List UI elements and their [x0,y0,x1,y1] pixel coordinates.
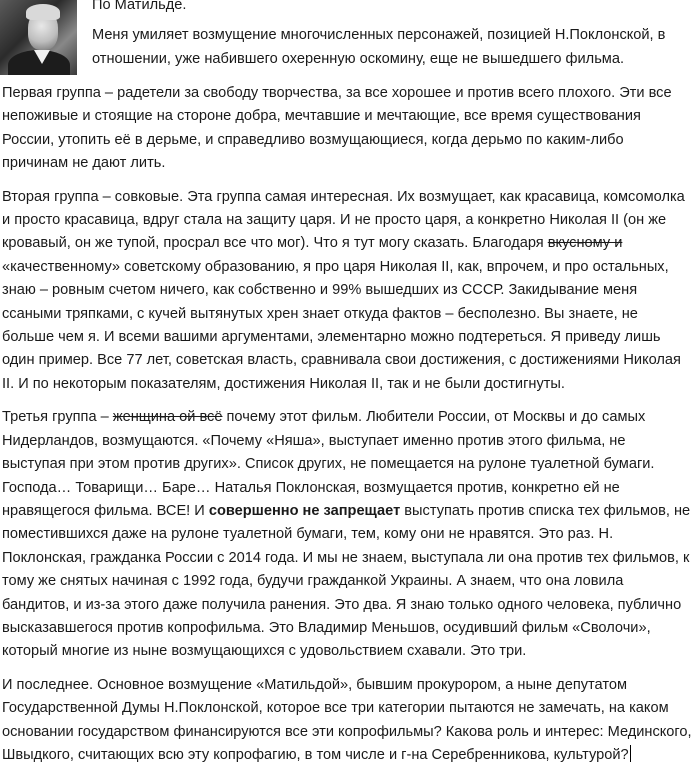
text-segment: «качественному» советскому образованию, я про царя Николая II, как, впрочем, и про остальных, знаю – ровным счетом ничего, как собственно и 99% вышедших из СССР. Закидывание меня ссаными тряпками, с кучей вытянутых хрен знает откуда фактов – бесполезно. Вы знаете, не больше чем я. И всеми вашими аргументами, элементарно можно подтереться. Я приведу лишь один пример. Все 77 лет, советская власть, сравнивала свои достижения, с достижениями Николая II. И по некоторым показателям, достижения Николая II, так и не были достигнуты. [2,258,681,392]
paragraph-second-group [2,186,692,397]
paragraph-conclusion [2,674,692,768]
post-body [2,82,692,777]
paragraph-first-group: Первая группа – радетели за свободу творчества, за все хорошее и против всего плохого. Эти все непоживые и стоящие на стороне добра, мечтавшие и мечтающие, все время существования России, утопить её в дерьме, и справедливо возмущающиеся, когда дерьмо по каким-либо причинам не дают лить. [2,85,672,172]
text-segment: выступать против списка тех фильмов, не поместившихся даже на рулоне туалетной бумаги, тем, кому они не нравятся. Это раз. Н. Поклонская, гражданка России с 2014 года. И мы не знаем, выступала ли она против тех фильмов, к тому же снятых начиная с 1992 года, будучи гражданкой Украины. А знаем, что она ловила бандитов, и из-за этого даже получила ранения. Это два. Я знаю только одного человека, публично высказавшегося против копрофильма. Это Владимир Меньшов, осудивший фильм «Сволочи», который многие из ныне возмущающихся с удовольствием схавали. Это три. [2,502,691,660]
author-photo [0,0,77,75]
text-segment: И последнее. Основное возмущение «Матильдой», бывшим прокурором, а ныне депутатом Государственной Думы Н.Поклонской, которое все три категории пытаются не замечать, на каком основании государством финансируются все эти копрофильмы? Какова роль и интерес: Мединского, Швыдкого, считающих всю эту копрофагию, в том числе и г-на Серебренникова, культурой? [2,676,692,763]
post-intro: Меня умиляет возмущение многочисленных персонажей, позицией Н.Поклонской, в отношении, уже набившего охеренную оскомину, еще не вышедшего фильма. [92,27,666,67]
paragraph-third-group [2,406,692,663]
text-segment: Вторая группа – совковые. Эта группа самая интересная. Их возмущает, как красавица, комсомолка и просто красавица, вдруг стала на защиту царя. И не просто царя, а конкретно Николая II (он же кровавый, он же тупой, просрал все что мог). Что я тут могу сказать. Благодаря [2,188,685,252]
portrait-hair [26,4,60,20]
strikethrough-text: женщина ой всё [112,409,223,426]
bold-text: совершенно не запрещает [208,502,401,519]
text-segment: почему этот фильм. Любители России, от Москвы и до самых Нидерландов, возмущаются. «Почему «Няша», выступает именно против этого фильма, не выступая при этом против других». Список других, не помещается на рулоне туалетной бумаги. Господа… Товарищи… Баре… Наталья Поклонская, возмущается против, конкретно ей не нравящегося фильма. ВСЕ! И [2,409,655,519]
text-cursor [630,745,631,762]
post-header [92,0,692,71]
text-segment: Третья группа – [2,409,113,426]
strikethrough-text: вкусному и [547,235,623,252]
post-title: По Матильде. [92,0,187,13]
